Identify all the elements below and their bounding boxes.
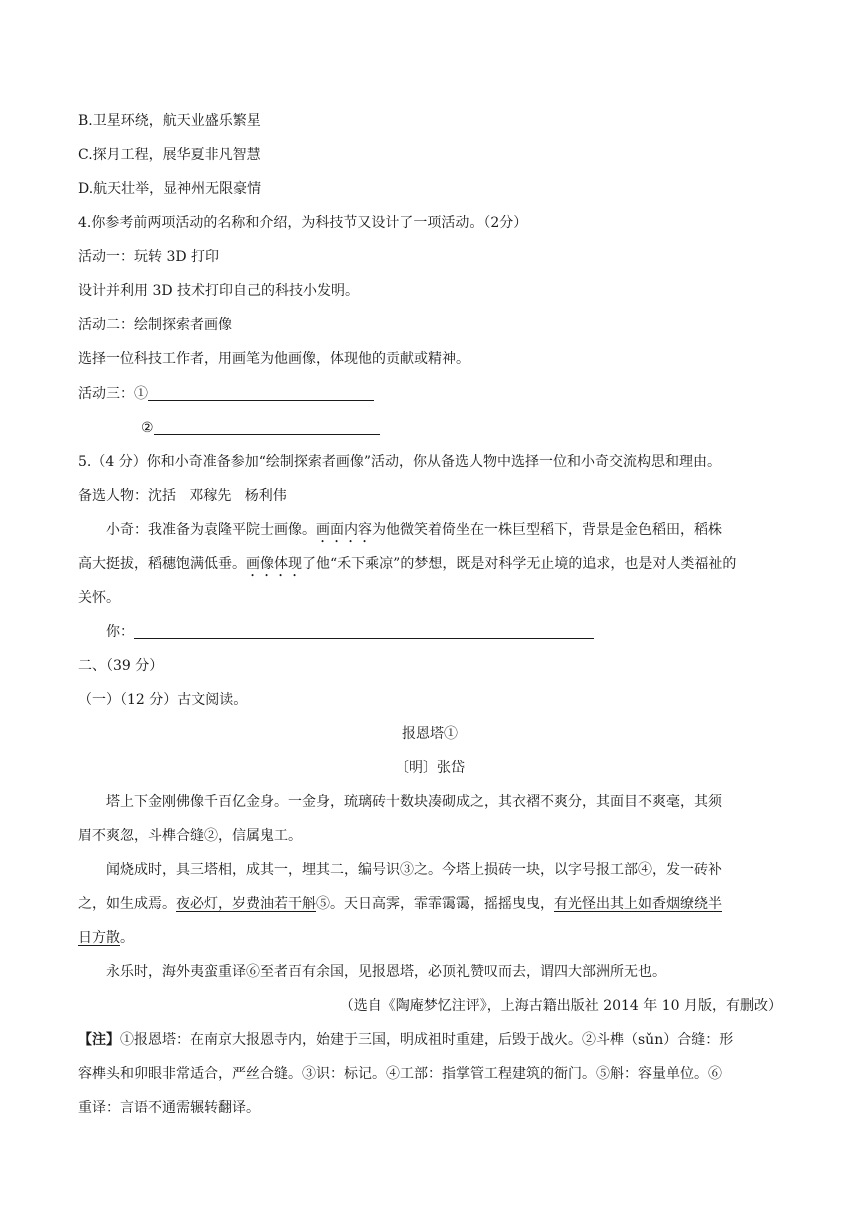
paragraph-2-line-1: 闻烧成时，具三塔相，成其一，埋其二，编号识③之。今塔上损砖一块，以字号报工部④，发一砖补 <box>106 862 722 878</box>
paragraph-2-line-3 <box>78 928 134 948</box>
option-b: B.卫星环绕，航天业盛乐繁星 <box>78 113 261 129</box>
xiaoqi-line-1 <box>106 520 722 546</box>
emphasis-portrait-reflects: 画像体现 <box>246 556 302 572</box>
activity-2-title: 活动二：绘制探索者画像 <box>78 317 232 333</box>
activity-3-line-2 <box>141 418 380 438</box>
question-5-stem: 5.（4 分）你和小奇准备参加“绘制探索者画像”活动，你从备选人物中选择一位和小奇交流构思和理由。 <box>78 454 722 470</box>
notes-line-1 <box>78 1030 733 1050</box>
paragraph-1-line-2: 眉不爽忽，斗榫合缝②，信属鬼工。 <box>78 828 302 844</box>
p2-text-2: ⑤。天日高霁，霏霏霭霭，摇摇曳曳， <box>316 896 554 912</box>
part-1-heading: （一）（12 分）古文阅读。 <box>78 692 248 708</box>
xiaoqi-line-2 <box>78 554 736 580</box>
article-source: （选自《陶庵梦忆注评》，上海古籍出版社 2014 年 10 月版，有删改） <box>339 998 782 1014</box>
section-2-heading: 二、（39 分） <box>78 658 164 674</box>
option-d: D.航天壮举，显神州无限豪情 <box>78 181 262 197</box>
activity-1-title: 活动一：玩转 3D 打印 <box>78 249 220 265</box>
activity-3-label: 活动三：① <box>78 386 148 402</box>
paragraph-3: 永乐时，海外夷蛮重译⑥至者百有余国，见报恩塔，必顶礼赞叹而去，谓四大部洲所无也。 <box>106 964 666 980</box>
article-title: 报恩塔① <box>402 726 458 742</box>
candidates: 备选人物：沈括 邓稼先 杨利伟 <box>78 488 287 504</box>
xiaoqi-text-4: 了他“禾下乘凉”的梦想，既是对科学无止境的追求，也是对人类福祉的 <box>302 556 737 572</box>
xiaoqi-text-2: 为他微笑着倚坐在一株巨型稻下，背景是金色稻田，稻株 <box>372 522 722 538</box>
underlined-sentence-1: 夜必灯，岁费油若干斛 <box>176 896 316 912</box>
underlined-sentence-2: 有光怪出其上如香烟缭绕半 <box>554 896 722 912</box>
p2-text-1: 之，如生成焉。 <box>78 896 176 912</box>
you-answer-blank[interactable] <box>134 623 594 639</box>
option-c: C.探月工程，展华夏非凡智慧 <box>78 147 261 163</box>
you-answer-line <box>106 622 594 642</box>
notes-line-2: 容榫头和卯眼非常适合，严丝合缝。③识：标记。④工部：指掌管工程建筑的衙门。⑤斛：容量单位。⑥ <box>78 1066 722 1082</box>
xiaoqi-text-3: 高大挺拔，稻穗饱满低垂。 <box>78 556 246 572</box>
activity-1-desc: 设计并利用 3D 技术打印自己的科技小发明。 <box>78 283 360 299</box>
notes-label: 【注】 <box>78 1032 120 1048</box>
emphasis-picture-content: 画面内容 <box>316 522 372 538</box>
paragraph-1-line-1: 塔上下金刚佛像千百亿金身。一金身，琉璃砖十数块凑砌成之，其衣褶不爽分，其面目不爽毫，其须 <box>106 794 722 810</box>
article-author: 〔明〕张岱 <box>395 760 465 776</box>
activity-3-mark-2: ② <box>141 420 154 436</box>
xiaoqi-line-3: 关怀。 <box>78 590 120 606</box>
underlined-sentence-2-end: 日方散 <box>78 930 120 946</box>
notes-line-3: 重译：言语不通需辗转翻译。 <box>78 1100 260 1116</box>
activity-2-desc: 选择一位科技工作者，用画笔为他画像，体现他的贡献或精神。 <box>78 351 470 367</box>
p2-text-3: 。 <box>120 930 134 946</box>
you-label: 你： <box>106 624 134 640</box>
paragraph-2-line-2 <box>78 894 722 914</box>
question-4-stem: 4.你参考前两项活动的名称和介绍，为科技节又设计了一项活动。（2分） <box>78 215 528 231</box>
activity-3-blank-2[interactable] <box>154 419 380 435</box>
xiaoqi-text-1: 小奇：我准备为袁隆平院士画像。 <box>106 522 316 538</box>
activity-3-line-1 <box>78 384 374 404</box>
notes-text-1: ①报恩塔：在南京大报恩寺内，始建于三国，明成祖时重建，后毁于战火。②斗榫（sǔn）合缝：形 <box>120 1032 734 1048</box>
activity-3-blank-1[interactable] <box>148 385 374 401</box>
